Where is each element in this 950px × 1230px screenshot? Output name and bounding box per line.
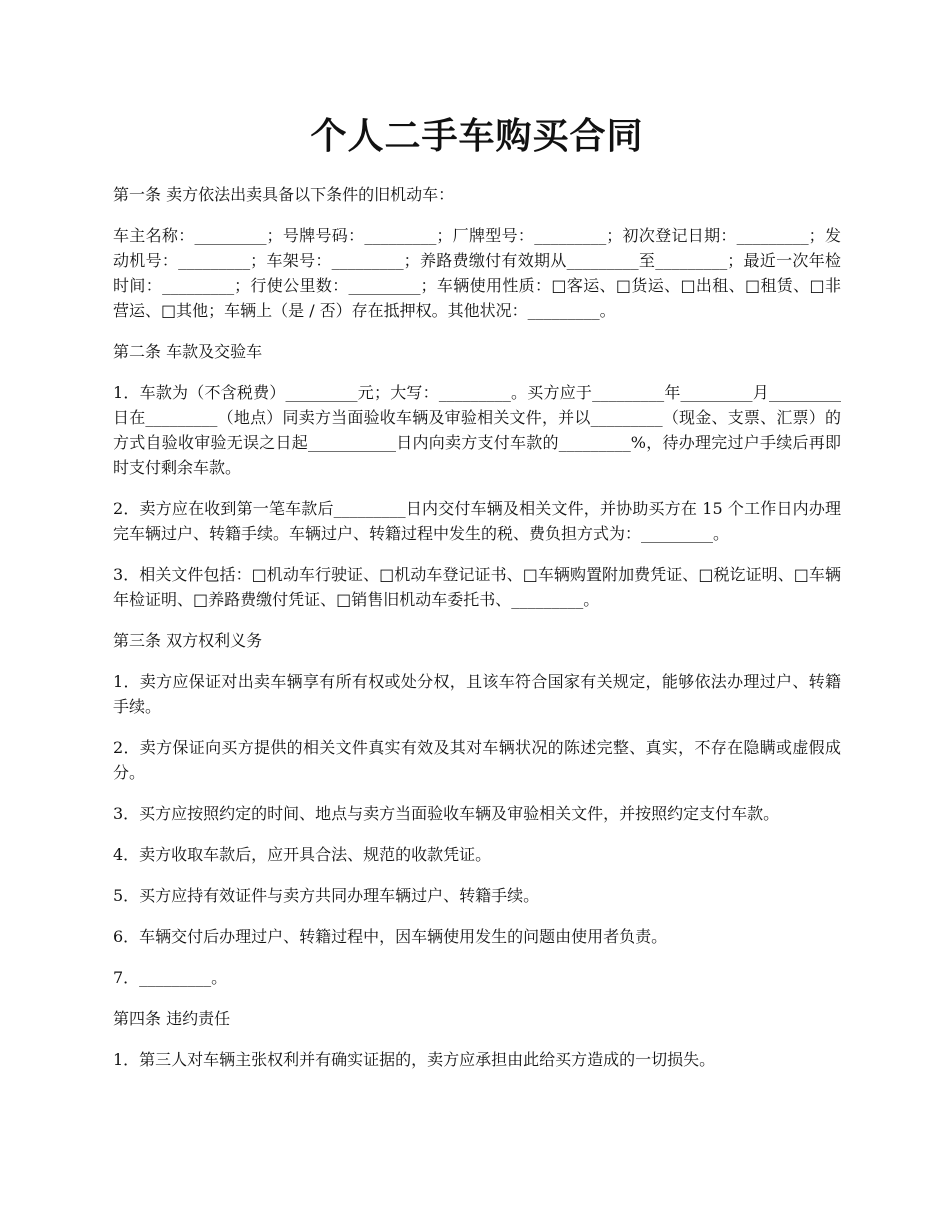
contract-page xyxy=(113,112,841,1088)
article-1-heading: 第一条 卖方依法出卖具备以下条件的旧机动车： xyxy=(113,185,455,204)
article-4-clause-1: 1．第三人对车辆主张权利并有确实证据的，卖方应承担由此给买方造成的一切损失。 xyxy=(113,1050,716,1069)
article-2-clause-3: 3．相关文件包括：□机动车行驶证、□机动车登记证书、□车辆购置附加费凭证、□税讫证明、□车辆年检证明、□养路费缴付凭证、□销售旧机动车委托书、_________。 xyxy=(113,565,841,609)
article-2-clause-1: 1．车款为（不含税费）_________元；大写：_________。买方应于_________年_________月_________日在_________（地点）同卖方当面验收车辆及审验相关文件，并以_________（现金、支票、汇票）的方式自验收审验无误之日起___________日内向卖方支付车款的_________%，待办理完过户手续后再即时支付剩余车款。 xyxy=(113,383,841,477)
article-2-heading: 第二条 车款及交验车 xyxy=(113,342,263,361)
vehicle-info-paragraph: 车主名称：_________；号牌号码：_________；厂牌型号：_________；初次登记日期：_________；发动机号：_________；车架号：_________；养路费缴付有效期从_________至_________；最近一次年检时间：_________；行使公里数：_________；车辆使用性质：□客运、□货运、□出租、□租赁、□非营运、□其他；车辆上（是 / 否）存在抵押权。其他状况：_________。 xyxy=(113,226,841,320)
article-2-clause-2: 2．卖方应在收到第一笔车款后_________日内交付车辆及相关文件，并协助买方在 15 个工作日内办理完车辆过户、转籍手续。车辆过户、转籍过程中发生的税、费负担方式为：_________。 xyxy=(113,499,841,543)
article-3-clause-4: 4．卖方收取车款后，应开具合法、规范的收款凭证。 xyxy=(113,845,492,864)
article-3-clause-3: 3．买方应按照约定的时间、地点与卖方当面验收车辆及审验相关文件，并按照约定支付车款。 xyxy=(113,804,780,823)
article-3-clause-6: 6．车辆交付后办理过户、转籍过程中，因车辆使用发生的问题由使用者负责。 xyxy=(113,927,668,946)
article-3-clause-7: 7．_________。 xyxy=(113,968,228,987)
page-title: 个人二手车购买合同 xyxy=(310,115,644,157)
article-4-heading: 第四条 违约责任 xyxy=(113,1009,231,1028)
article-3-clause-2: 2．卖方保证向买方提供的相关文件真实有效及其对车辆状况的陈述完整、真实，不存在隐瞒或虚假成分。 xyxy=(113,738,841,782)
article-3-clause-1: 1．卖方应保证对出卖车辆享有所有权或处分权，且该车符合国家有关规定，能够依法办理过户、转籍手续。 xyxy=(113,672,841,716)
article-3-clause-5: 5．买方应持有效证件与卖方共同办理车辆过户、转籍手续。 xyxy=(113,886,540,905)
article-3-heading: 第三条 双方权利义务 xyxy=(113,631,263,650)
